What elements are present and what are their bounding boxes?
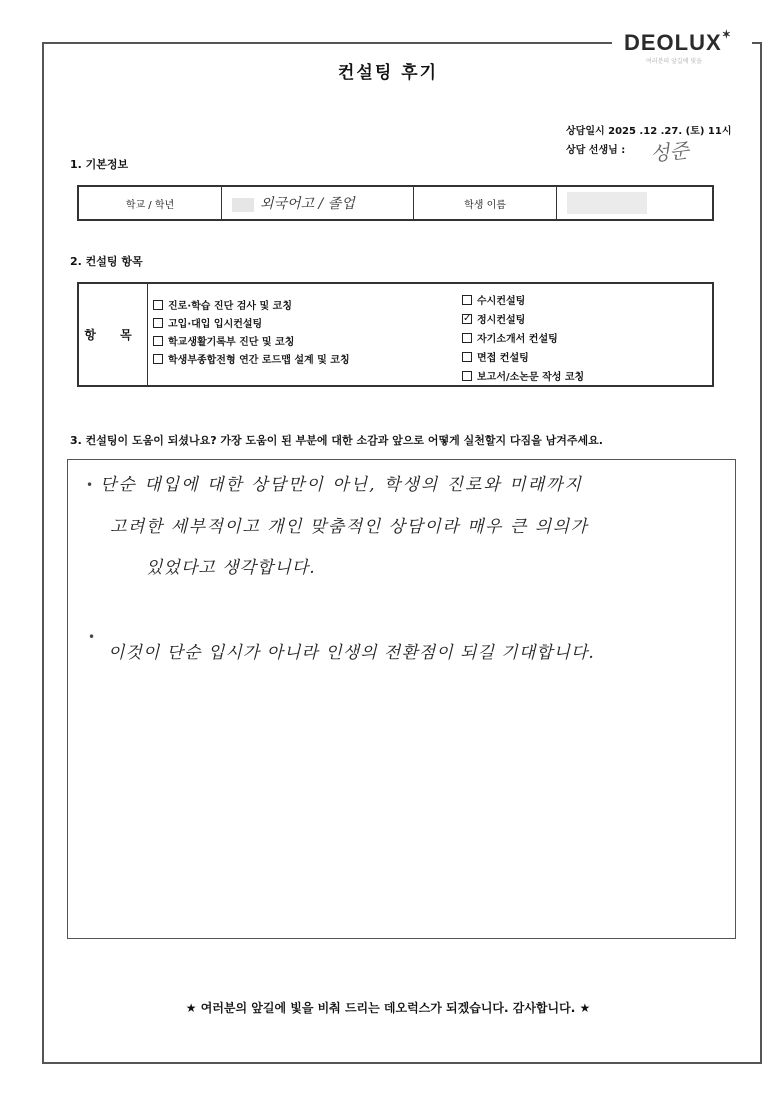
bullet-2: •: [88, 630, 96, 644]
checkbox-icon: [153, 318, 163, 328]
teacher-label: 상담 선생님 :: [566, 145, 626, 156]
consulting-option: [153, 352, 350, 370]
consulting-option: [462, 330, 584, 349]
checkbox-icon: [462, 371, 472, 381]
logo-text: DEOLUX: [624, 30, 722, 55]
option-label: 보고서/소논문 작성 코칭: [477, 372, 585, 383]
section-items-heading: 2. 컨설팅 항목: [70, 255, 143, 268]
checkbox-icon: [153, 336, 163, 346]
document-title: 컨설팅 후기: [337, 63, 439, 83]
checkbox-icon: [462, 333, 472, 343]
checkbox-icon: [153, 354, 163, 364]
consulting-option: [153, 334, 350, 352]
logo-star-icon: ✶: [721, 29, 732, 41]
consulting-option: [462, 311, 584, 330]
items-row-label: 항 목: [79, 284, 148, 385]
option-label: 진로·학습 진단 검사 및 코칭: [168, 301, 292, 312]
school-value-cell: [222, 186, 414, 220]
review-box: [67, 459, 736, 939]
section-basic-info-heading: 1. 기본정보: [70, 158, 129, 171]
checkbox-icon: [153, 300, 163, 310]
review-line: 이것이 단순 입시가 아니라 인생의 전환점이 되길 기대합니다.: [108, 643, 595, 663]
consulting-option: [153, 316, 350, 334]
brand-logo: [624, 30, 732, 56]
name-label: 학생 이름: [414, 186, 557, 220]
consulting-option: [153, 298, 350, 316]
review-line: 고려한 세부적이고 개인 맞춤적인 상담이라 매우 큰 의의가: [110, 517, 589, 537]
checkbox-icon: [462, 352, 472, 362]
logo-tagline: 여러분의 앞길에 빛을: [646, 58, 702, 65]
redacted-name: [567, 192, 647, 214]
option-label: 학생부종합전형 연간 로드맵 설계 및 코칭: [168, 355, 350, 366]
review-line: 있었다고 생각합니다.: [146, 558, 316, 578]
consulting-option: [462, 368, 584, 387]
school-label: 학교 / 학년: [78, 186, 222, 220]
consult-date: 상담일시 2025 .12 .27. (토) 11시: [566, 126, 732, 137]
right-options: [462, 292, 584, 387]
teacher-signature: 성준: [649, 138, 690, 166]
review-line: 단순 대입에 대한 상담만이 아닌, 학생의 진로와 미래까지: [100, 475, 583, 495]
school-value: 외국어고 / 졸업: [260, 196, 355, 212]
bullet-1: •: [86, 478, 94, 492]
checkbox-icon: [462, 295, 472, 305]
left-options: [153, 298, 350, 370]
option-label: 고입·대입 입시컨설팅: [168, 319, 263, 330]
option-label: 학교생활기록부 진단 및 코칭: [168, 337, 295, 348]
student-name-cell: [557, 186, 714, 220]
option-label: 수시컨설팅: [477, 296, 526, 307]
section-review-heading: 3. 컨설팅이 도움이 되셨나요? 가장 도움이 된 부분에 대한 소감과 앞으로 어떻게 실천할지 다짐을 남겨주세요.: [70, 434, 603, 447]
consulting-option: [462, 292, 584, 311]
footer-message: ★ 여러분의 앞길에 빛을 비춰 드리는 데오럭스가 되겠습니다. 감사합니다. ★: [185, 1001, 591, 1015]
basic-info-table: [77, 185, 714, 221]
checked-box-icon: ✓: [463, 313, 472, 324]
consulting-option: [462, 349, 584, 368]
option-label: 면접 컨설팅: [477, 353, 529, 364]
option-label: 자기소개서 컨설팅: [477, 334, 558, 345]
consulting-items-box: [77, 282, 714, 387]
option-label: 정시컨설팅: [477, 315, 526, 326]
redacted-block: [232, 198, 254, 212]
